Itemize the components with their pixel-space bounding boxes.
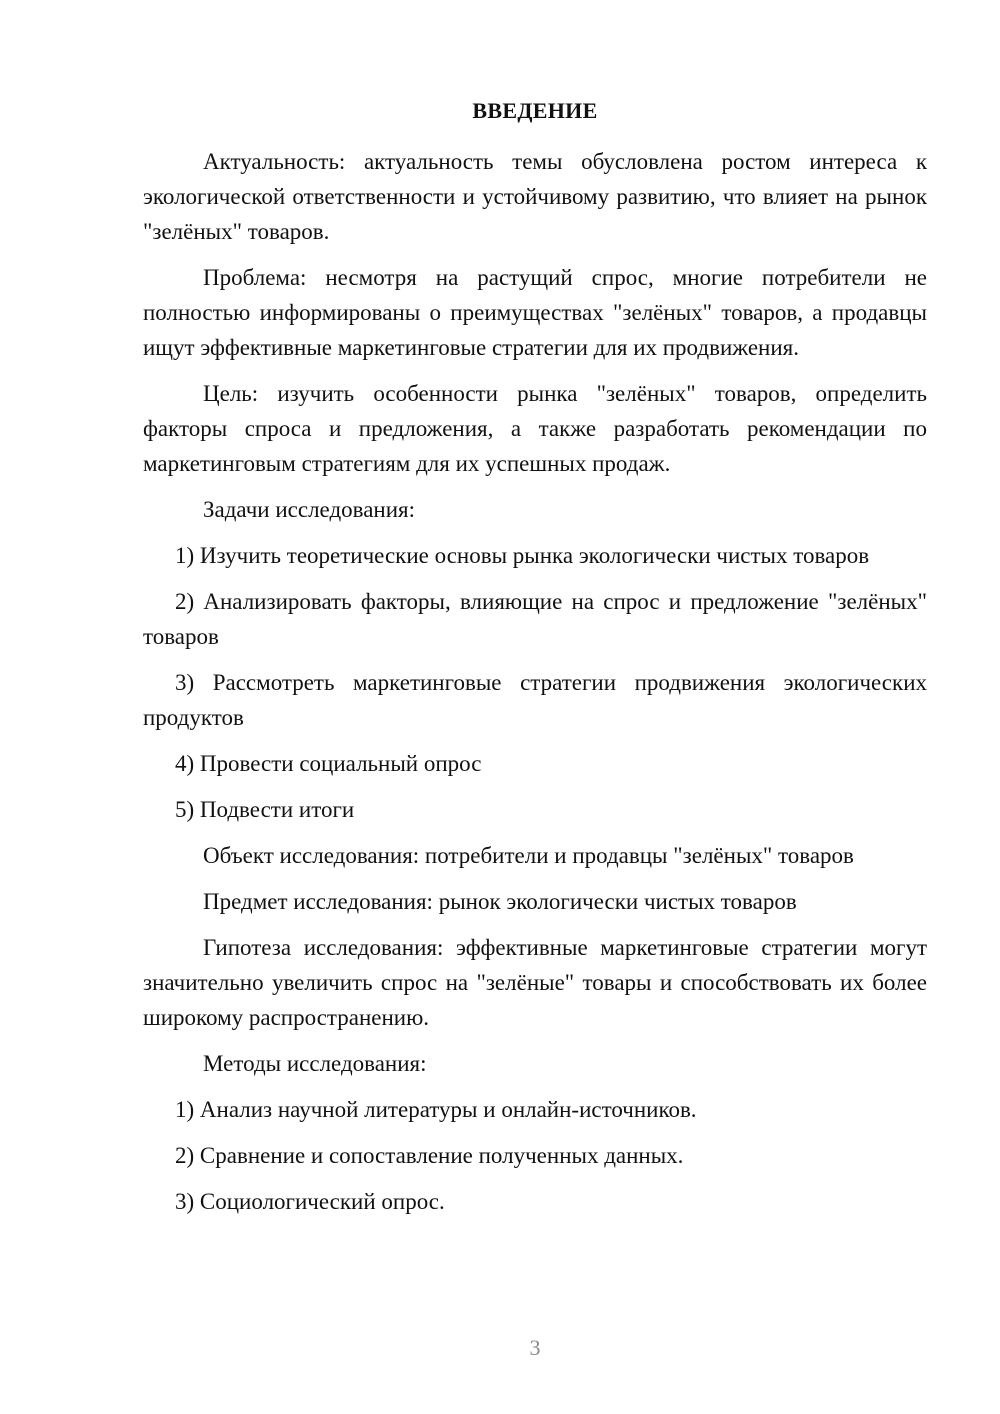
- subject-paragraph: Предмет исследования: рынок экологически чистых товаров: [203, 889, 797, 914]
- task-item-3: 3) Рассмотреть маркетинговые стратегии продвижения экологических продуктов: [143, 670, 927, 730]
- problem-paragraph: Проблема: несмотря на растущий спрос, многие потребители не полностью информированы о преимуществах "зелёных" товаров, а продавцы ищут эффективные маркетинговые стратегии для их продвижения.: [143, 265, 927, 360]
- section-title: ВВЕДЕНИЕ: [472, 98, 598, 123]
- method-item-3: 3) Социологический опрос.: [175, 1189, 445, 1214]
- page-content: [143, 93, 927, 1230]
- task-item-1: 1) Изучить теоретические основы рынка экологически чистых товаров: [175, 543, 870, 568]
- task-item-5: 5) Подвести итоги: [175, 797, 355, 822]
- hypothesis-paragraph: Гипотеза исследования: эффективные маркетинговые стратегии могут значительно увеличить спрос на "зелёные" товары и способствовать их более широкому распространению.: [143, 935, 927, 1030]
- task-item-4: 4) Провести социальный опрос: [175, 751, 482, 776]
- goal-paragraph: Цель: изучить особенности рынка "зелёных" товаров, определить факторы спроса и предложения, а также разработать рекомендации по маркетинговым стратегиям для их успешных продаж.: [143, 381, 927, 476]
- methods-heading: Методы исследования:: [203, 1051, 427, 1076]
- method-item-1: 1) Анализ научной литературы и онлайн-источников.: [175, 1097, 697, 1122]
- task-item-2: 2) Анализировать факторы, влияющие на спрос и предложение "зелёных" товаров: [143, 589, 927, 649]
- object-paragraph: Объект исследования: потребители и продавцы "зелёных" товаров: [203, 843, 854, 868]
- relevance-paragraph: Актуальность: актуальность темы обусловлена ростом интереса к экологической ответственности и устойчивому развитию, что влияет на рынок "зелёных" товаров.: [143, 149, 927, 244]
- tasks-heading: Задачи исследования:: [203, 497, 416, 522]
- method-item-2: 2) Сравнение и сопоставление полученных данных.: [175, 1143, 684, 1168]
- page-number: 3: [529, 1335, 541, 1360]
